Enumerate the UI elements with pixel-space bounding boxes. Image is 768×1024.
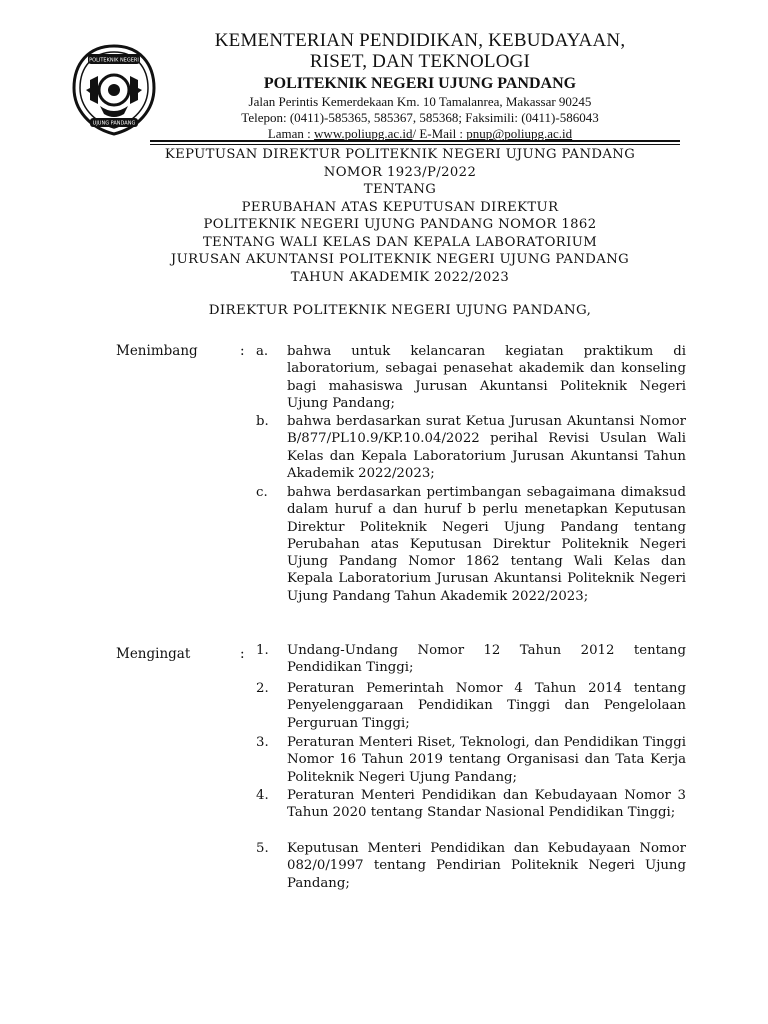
list-item xyxy=(256,484,686,605)
letterhead xyxy=(190,30,650,142)
ministry-line-2: RISET, DAN TEKNOLOGI xyxy=(309,51,531,72)
website-link[interactable]: www.poliupg.ac.id xyxy=(314,126,413,141)
title-line: JURUSAN AKUNTANSI POLITEKNIK NEGERI UJUNG PANDANG xyxy=(170,252,630,267)
item-text: bahwa untuk kelancaran kegiatan praktikum di laboratorium, sebagai penasehat akademik dan konseling bagi mahasiswa Jurusan Akuntansi Politeknik Negeri Ujung Pandang; xyxy=(287,344,686,411)
address-line: Jalan Perintis Kemerdekaan Km. 10 Tamalanrea, Makassar 90245 xyxy=(248,94,592,109)
list-item xyxy=(256,642,686,677)
menimbang-colon: : xyxy=(240,343,245,359)
item-marker: 3. xyxy=(256,735,269,750)
item-text: Undang-Undang Nomor 12 Tahun 2012 tentang Pendidikan Tinggi; xyxy=(287,643,686,676)
item-marker: a. xyxy=(256,344,269,359)
mengingat-label: Mengingat xyxy=(116,646,191,662)
item-text: bahwa berdasarkan surat Ketua Jurusan Akuntansi Nomor B/877/PL10.9/KP.10.04/2022 perihal Revisi Usulan Wali Kelas dan Kepala Laboratorium Jurusan Akuntansi Tahun Akademik 2022/2023; xyxy=(287,414,686,481)
institution-logo-icon xyxy=(68,40,160,140)
mengingat-colon: : xyxy=(240,646,245,662)
phone-line: Telepon: (0411)-585365, 585367, 585368; Faksimili: (0411)-586043 xyxy=(241,110,599,125)
list-item xyxy=(256,343,686,412)
list-item xyxy=(256,680,686,732)
item-marker: 5. xyxy=(256,841,269,856)
item-text: Keputusan Menteri Pendidikan dan Kebudayaan Nomor 082/0/1997 tentang Pendirian Politeknik Negeri Ujung Pandang; xyxy=(287,841,686,891)
item-marker: b. xyxy=(256,414,269,429)
title-line: TENTANG xyxy=(363,182,437,197)
letterhead-rule-thin xyxy=(150,144,680,145)
ministry-line-1: KEMENTERIAN PENDIDIKAN, KEBUDAYAAN, xyxy=(214,30,626,51)
title-line: KEPUTUSAN DIREKTUR POLITEKNIK NEGERI UJUNG PANDANG xyxy=(164,147,636,162)
title-line: POLITEKNIK NEGERI UJUNG PANDANG NOMOR 1862 xyxy=(203,217,597,232)
decision-title xyxy=(120,146,680,286)
letterhead-rule-thick xyxy=(150,140,680,142)
email-prefix: / E-Mail : xyxy=(412,126,467,141)
item-marker: 4. xyxy=(256,788,269,803)
list-item xyxy=(256,787,686,822)
director-heading: DIREKTUR POLITEKNIK NEGERI UJUNG PANDANG, xyxy=(208,303,592,318)
list-item xyxy=(256,734,686,786)
menimbang-label: Menimbang xyxy=(116,343,198,359)
item-text: Peraturan Menteri Riset, Teknologi, dan Pendidikan Tinggi Nomor 16 Tahun 2019 tentang Organisasi dan Tata Kerja Politeknik Negeri Ujung Pandang; xyxy=(287,735,686,785)
title-line: TENTANG WALI KELAS DAN KEPALA LABORATORIUM xyxy=(202,234,598,250)
logo-text-bottom: UJUNG PANDANG xyxy=(92,120,136,127)
item-text: bahwa berdasarkan pertimbangan sebagaimana dimaksud dalam huruf a dan huruf b perlu menetapkan Keputusan Direktur Politeknik Negeri Ujung Pandang tentang Perubahan atas Keputusan Direktur Politeknik Negeri Ujung Pandang Nomor 1862 tentang Wali Kelas dan Kepala Laboratorium Jurusan Akuntansi Politeknik Negeri Ujung Pandang Tahun Akademik 2022/2023; xyxy=(287,485,686,604)
web-prefix: Laman : xyxy=(267,126,315,141)
item-text: Peraturan Pemerintah Nomor 4 Tahun 2014 tentang Penyelenggaraan Pendidikan Tinggi dan Pengelolaan Perguruan Tinggi; xyxy=(287,681,686,731)
item-text: Peraturan Menteri Pendidikan dan Kebudayaan Nomor 3 Tahun 2020 tentang Standar Nasional Pendidikan Tinggi; xyxy=(287,788,686,821)
title-line: PERUBAHAN ATAS KEPUTUSAN DIREKTUR xyxy=(241,199,559,215)
title-line: NOMOR 1923/P/2022 xyxy=(323,164,477,180)
title-line: TAHUN AKADEMIK 2022/2023 xyxy=(290,269,510,285)
email-link[interactable]: pnup@poliupg.ac.id xyxy=(466,126,573,141)
institution-name: POLITEKNIK NEGERI UJUNG PANDANG xyxy=(263,75,577,92)
item-marker: 1. xyxy=(256,643,269,658)
list-item xyxy=(256,413,686,482)
list-item xyxy=(256,840,686,892)
item-marker: 2. xyxy=(256,681,269,696)
logo-text-top: POLITEKNIK NEGERI xyxy=(89,57,139,64)
item-marker: c. xyxy=(256,485,268,500)
